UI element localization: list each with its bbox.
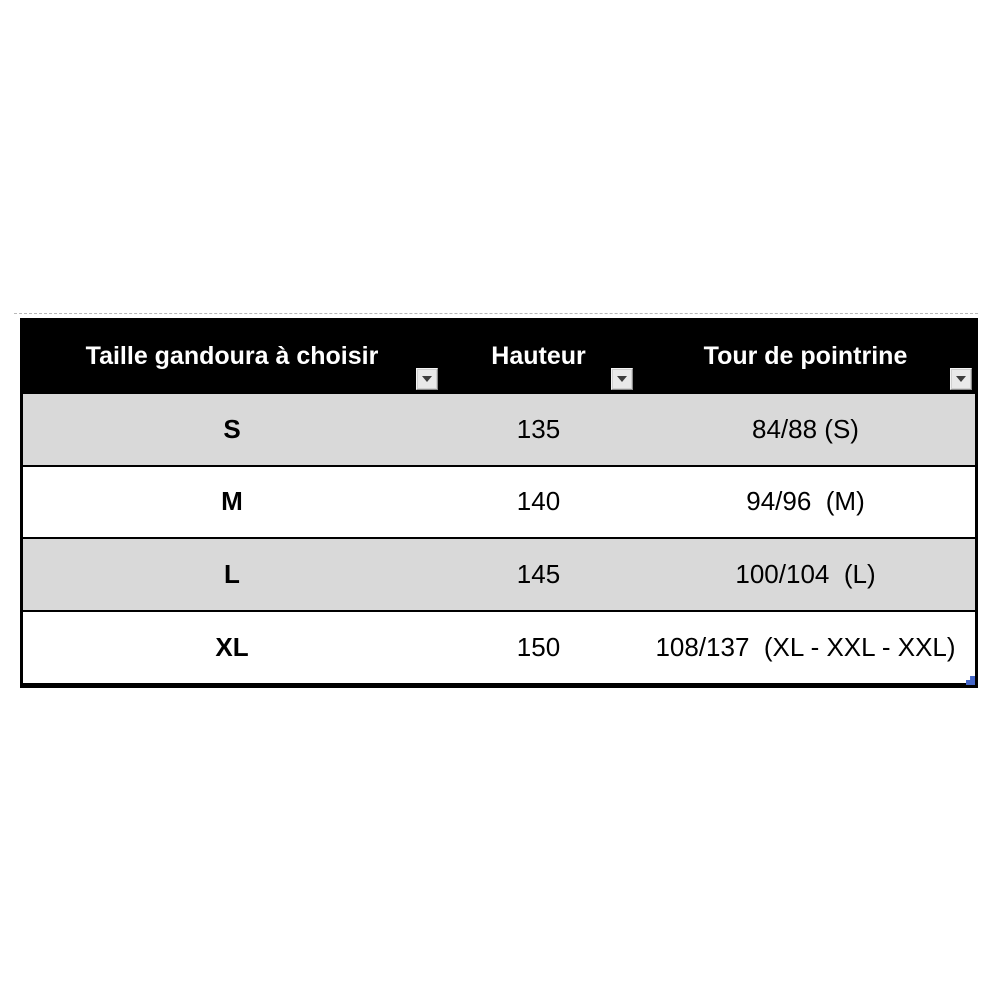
size-chart-table [20,318,978,688]
filter-arrow-icon [617,376,627,382]
filter-dropdown-button-tour[interactable] [950,368,972,390]
filter-arrow-icon [422,376,432,382]
header-cell-tour [636,321,975,392]
cell-tour-l: 100/104 (L) [735,559,876,590]
filter-dropdown-button-hauteur[interactable] [611,368,633,390]
cell-hauteur-xl: 150 [516,632,561,663]
cell-size-xl: XL [215,632,249,663]
table-row [23,467,975,540]
header-label-taille: Taille gandoura à choisir [85,341,379,370]
cell-hauteur-m: 140 [516,486,561,517]
table-header-row [23,321,975,394]
cell-size-m: M [221,486,243,517]
header-label-hauteur: Hauteur [491,341,586,370]
filter-dropdown-button-taille[interactable] [416,368,438,390]
cell-tour-xl: 108/137 (XL - XXL - XXL) [655,632,956,663]
header-label-tour: Tour de pointrine [703,341,908,370]
cell-tour-s: 84/88 (S) [752,413,859,444]
cell-size-s: S [223,413,241,444]
cell-tour-m: 94/96 (M) [746,486,865,517]
table-row [23,612,975,685]
cell-hauteur-l: 145 [516,559,561,590]
cell-hauteur-s: 135 [516,413,561,444]
selection-marquee-line [14,313,978,314]
header-cell-taille [23,321,441,392]
cell-size-l: L [224,559,240,590]
table-row [23,394,975,467]
filter-arrow-icon [956,376,966,382]
header-cell-hauteur [441,321,636,392]
table-row [23,539,975,612]
